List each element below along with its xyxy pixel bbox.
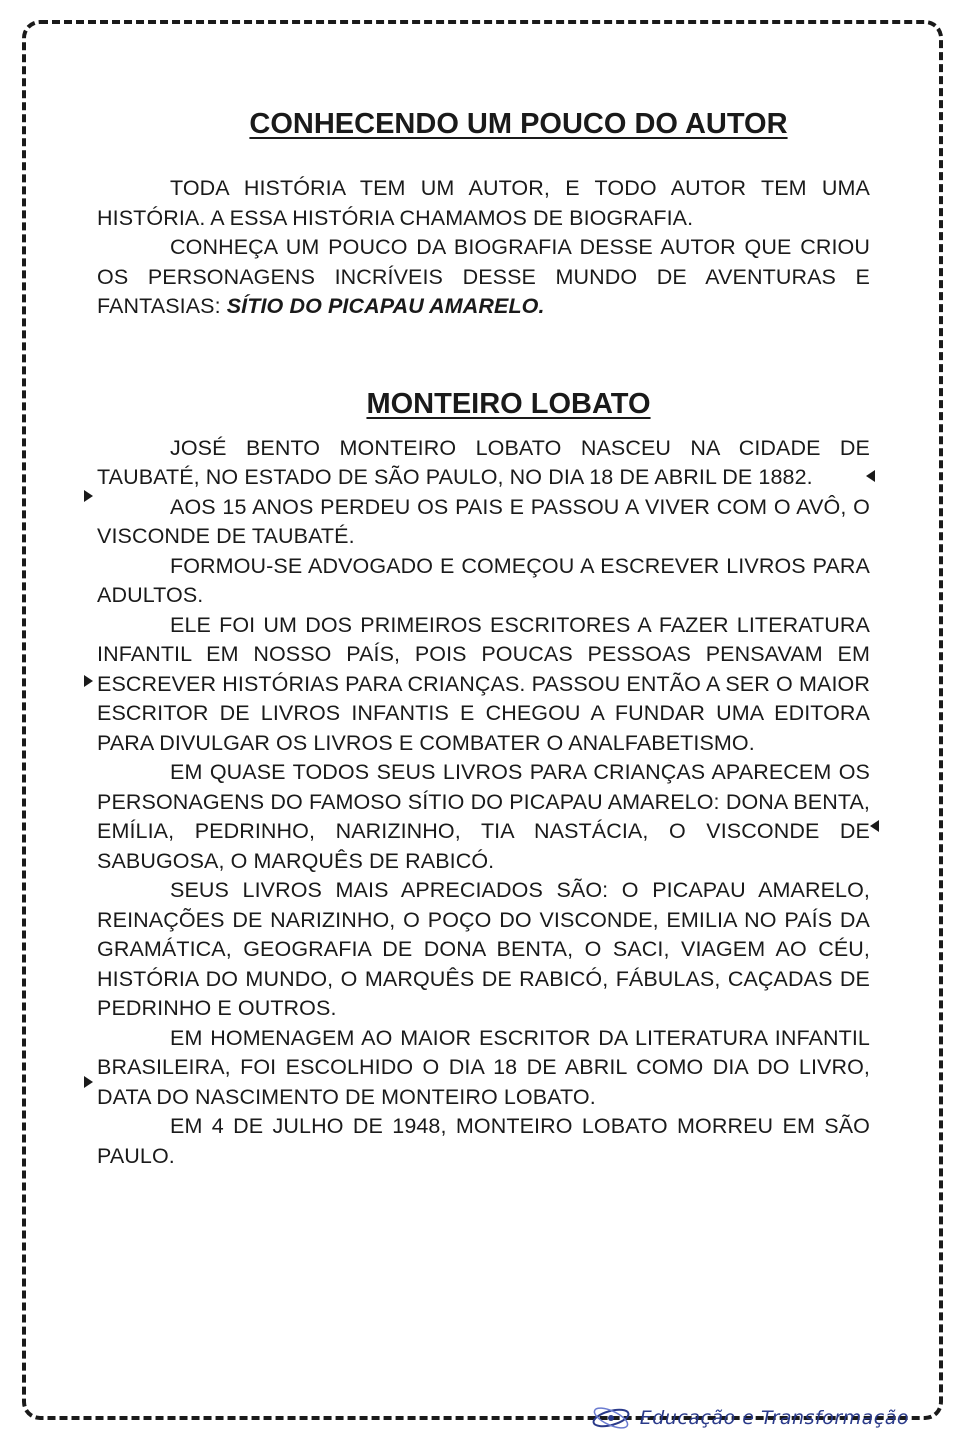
bio-paragraph: AOS 15 ANOS PERDEU OS PAIS E PASSOU A VIVER COM O AVÔ, O VISCONDE DE TAUBATÉ. — [97, 494, 870, 548]
intro-section — [97, 174, 870, 322]
margin-marker-icon — [870, 820, 879, 832]
bio-paragraph: SEUS LIVROS MAIS APRECIADOS SÃO: O PICAPAU AMARELO, REINAÇÕES DE NARIZINHO, O POÇO DO VISCONDE, EMILIA NO PAÍS DA GRAMÁTICA, GEOGRAFIA DE DONA BENTA, O SACI, VIAGEM AO CÉU, HISTÓRIA DO MUNDO, O MARQUÊS DE RABICÓ, FÁBULAS, CAÇADAS DE PEDRINHO E OUTROS. — [97, 878, 870, 1020]
brand-name: Educação e Transformação — [639, 1407, 909, 1429]
section-title: MONTEIRO LOBATO — [366, 387, 651, 420]
bio-paragraph: EM 4 DE JULHO DE 1948, MONTEIRO LOBATO MORREU EM SÃO PAULO. — [97, 1114, 870, 1168]
intro-paragraph — [97, 233, 870, 322]
footer-brand — [590, 1405, 909, 1431]
book-title-highlight: SÍTIO DO PICAPAU AMARELO. — [226, 294, 545, 318]
margin-marker-icon — [84, 490, 93, 502]
biography-section — [97, 434, 870, 1172]
intro-paragraph: TODA HISTÓRIA TEM UM AUTOR, E TODO AUTOR TEM UMA HISTÓRIA. A ESSA HISTÓRIA CHAMAMOS DE BIOGRAFIA. — [97, 176, 870, 230]
margin-marker-icon — [84, 1076, 93, 1088]
intro-text: CONHEÇA UM POUCO DA BIOGRAFIA DESSE AUTOR QUE CRIOU OS PERSONAGENS INCRÍVEIS DESSE MUNDO DE AVENTURAS E FANTASIAS: — [97, 235, 870, 318]
page-title: CONHECENDO UM POUCO DO AUTOR — [249, 108, 788, 140]
bio-paragraph: ELE FOI UM DOS PRIMEIROS ESCRITORES A FAZER LITERATURA INFANTIL EM NOSSO PAÍS, POIS POUCAS PESSOAS PENSAVAM EM ESCREVER HISTÓRIAS PARA CRIANÇAS. PASSOU ENTÃO A SER O MAIOR ESCRITOR DE LIVROS INFANTIS E CHEGOU A FUNDAR UMA EDITORA PARA DIVULGAR OS LIVROS E COMBATER O ANALFABETISMO. — [97, 612, 870, 755]
orbit-logo-icon — [590, 1405, 632, 1431]
bio-paragraph: EM HOMENAGEM AO MAIOR ESCRITOR DA LITERATURA INFANTIL BRASILEIRA, FOI ESCOLHIDO O DIA 18 DE ABRIL COMO DIA DO LIVRO, DATA DO NASCIMENTO DE MONTEIRO LOBATO. — [97, 1025, 870, 1109]
bio-paragraph: FORMOU-SE ADVOGADO E COMEÇOU A ESCREVER LIVROS PARA ADULTOS. — [97, 553, 870, 607]
bio-paragraph: JOSÉ BENTO MONTEIRO LOBATO NASCEU NA CIDADE DE TAUBATÉ, NO ESTADO DE SÃO PAULO, NO DIA 18 DE ABRIL DE 1882. — [97, 435, 870, 489]
document-content — [97, 102, 870, 1171]
bio-paragraph: EM QUASE TODOS SEUS LIVROS PARA CRIANÇAS APARECEM OS PERSONAGENS DO FAMOSO SÍTIO DO PICAPAU AMARELO: DONA BENTA, EMÍLIA, PEDRINHO, NARIZINHO, TIA NASTÁCIA, O VISCONDE DE SABUGOSA, O MARQUÊS DE RABICÓ. — [97, 760, 870, 873]
margin-marker-icon — [84, 675, 93, 687]
